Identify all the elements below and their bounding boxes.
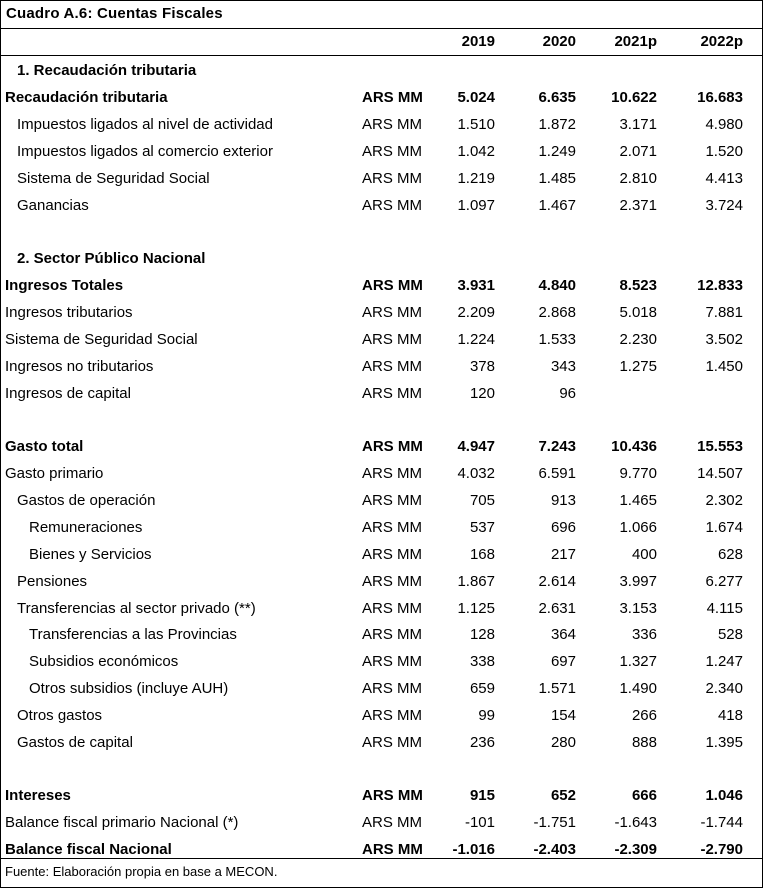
value-cell-2020: 696 [550, 519, 576, 536]
row-unit: ARS MM [362, 519, 422, 536]
table-row [1, 649, 762, 676]
value-cell-2022p: 15.553 [697, 438, 743, 455]
value-cell-2022p: 4.115 [706, 600, 743, 617]
table-row [1, 434, 762, 461]
value-cell-2020: 280 [550, 734, 576, 751]
value-cell-2020: 2.868 [538, 304, 576, 321]
row-label: Gastos de capital [17, 734, 133, 751]
value-cell-2019: 659 [469, 680, 495, 697]
value-cell-2020: -1.751 [533, 814, 576, 831]
row-label: 1. Recaudación tributaria [17, 62, 197, 79]
value-cell-2019: 1.224 [457, 331, 495, 348]
value-cell-2020: 913 [550, 492, 576, 509]
value-cell-2021p: -1.643 [614, 814, 657, 831]
value-cell-2022p: -2.790 [700, 841, 743, 858]
row-label: Transferencias a las Provincias [29, 626, 237, 643]
year-header-2021p: 2021p [614, 33, 657, 50]
value-cell-2020: 4.840 [538, 277, 576, 294]
value-cell-2019: 120 [469, 385, 495, 402]
value-cell-2021p: 2.071 [619, 143, 657, 160]
row-unit: ARS MM [362, 197, 422, 214]
value-cell-2021p: 888 [631, 734, 657, 751]
table-row [1, 461, 762, 488]
table-row [1, 300, 762, 327]
row-unit: ARS MM [362, 680, 422, 697]
value-cell-2019: 915 [469, 787, 495, 804]
value-cell-2022p: 1.520 [705, 143, 743, 160]
value-cell-2019: 1.867 [457, 573, 495, 590]
table-row [1, 837, 762, 864]
value-cell-2019: 5.024 [457, 89, 495, 106]
table-row [1, 810, 762, 837]
footer-divider [1, 858, 762, 859]
year-header-2022p: 2022p [700, 33, 743, 50]
row-unit: ARS MM [362, 492, 422, 509]
value-cell-2022p: 1.674 [705, 519, 743, 536]
row-unit: ARS MM [362, 116, 422, 133]
value-cell-2022p: 4.980 [705, 116, 743, 133]
row-label: Subsidios económicos [29, 653, 179, 670]
value-cell-2022p: 1.046 [705, 787, 743, 804]
row-unit: ARS MM [362, 89, 423, 106]
value-cell-2019: 378 [469, 358, 495, 375]
row-label: Otros subsidios (incluye AUH) [29, 680, 229, 697]
value-cell-2019: 1.219 [457, 170, 495, 187]
value-cell-2021p: 1.327 [619, 653, 657, 670]
row-label: Ingresos Totales [5, 277, 124, 294]
row-label: Remuneraciones [29, 519, 143, 536]
row-label: Gasto total [5, 438, 84, 455]
row-unit: ARS MM [362, 600, 422, 617]
value-cell-2022p: 1.450 [705, 358, 743, 375]
row-label: Otros gastos [17, 707, 103, 724]
row-unit: ARS MM [362, 170, 422, 187]
value-cell-2022p: 528 [717, 626, 743, 643]
value-cell-2022p: 14.507 [697, 465, 743, 482]
value-cell-2019: -101 [464, 814, 495, 831]
value-cell-2019: 236 [469, 734, 495, 751]
table-row [1, 569, 762, 596]
source-note: Fuente: Elaboración propia en base a MECON. [5, 864, 278, 879]
value-cell-2022p: 3.502 [705, 331, 743, 348]
value-cell-2019: 3.931 [457, 277, 495, 294]
value-cell-2020: 1.485 [538, 170, 576, 187]
row-label: Balance fiscal Nacional [5, 841, 172, 858]
value-cell-2021p: 10.622 [611, 89, 657, 106]
table-row [1, 515, 762, 542]
table-row [1, 730, 762, 757]
value-cell-2020: 154 [550, 707, 576, 724]
table-row [1, 273, 762, 300]
value-cell-2021p: 3.153 [619, 600, 657, 617]
row-unit: ARS MM [362, 358, 422, 375]
table-row [1, 622, 762, 649]
value-cell-2022p: 7.881 [705, 304, 743, 321]
table-row [1, 676, 762, 703]
value-cell-2021p: 266 [631, 707, 657, 724]
table-row [1, 596, 762, 623]
value-cell-2020: 2.614 [538, 573, 576, 590]
year-header-2019: 2019 [461, 33, 495, 50]
table-row [1, 166, 762, 193]
value-cell-2019: 2.209 [457, 304, 495, 321]
value-cell-2020: -2.403 [533, 841, 576, 858]
value-cell-2022p: 3.724 [705, 197, 743, 214]
value-cell-2020: 96 [559, 385, 576, 402]
value-cell-2022p: 628 [717, 546, 743, 563]
value-cell-2021p: 1.066 [619, 519, 657, 536]
row-unit: ARS MM [362, 546, 422, 563]
row-unit: ARS MM [362, 465, 422, 482]
row-unit: ARS MM [362, 707, 422, 724]
row-label: Ingresos tributarios [5, 304, 133, 321]
value-cell-2019: 537 [469, 519, 495, 536]
value-cell-2020: 2.631 [538, 600, 576, 617]
value-cell-2021p: 5.018 [619, 304, 657, 321]
row-label: Sistema de Seguridad Social [5, 331, 198, 348]
value-cell-2019: 338 [469, 653, 495, 670]
value-cell-2021p: 3.171 [619, 116, 657, 133]
value-cell-2022p: 418 [717, 707, 743, 724]
value-cell-2021p: 666 [631, 787, 657, 804]
value-cell-2022p: 1.247 [705, 653, 743, 670]
row-unit: ARS MM [362, 385, 422, 402]
table-title: Cuadro A.6: Cuentas Fiscales [6, 5, 223, 22]
value-cell-2020: 217 [550, 546, 576, 563]
row-label: Sistema de Seguridad Social [17, 170, 210, 187]
value-cell-2020: 6.635 [538, 89, 576, 106]
row-unit: ARS MM [362, 304, 422, 321]
table-row [1, 193, 762, 220]
value-cell-2020: 1.249 [538, 143, 576, 160]
value-cell-2021p: 2.371 [619, 197, 657, 214]
row-label: Transferencias al sector privado (**) [17, 600, 256, 617]
value-cell-2019: 1.042 [457, 143, 495, 160]
value-cell-2020: 1.467 [538, 197, 576, 214]
row-label: Gastos de operación [17, 492, 156, 509]
value-cell-2019: 4.032 [457, 465, 495, 482]
table-row [1, 246, 762, 273]
row-label: Recaudación tributaria [5, 89, 168, 106]
value-cell-2020: 364 [550, 626, 576, 643]
value-cell-2019: 1.097 [457, 197, 495, 214]
value-cell-2019: 128 [469, 626, 495, 643]
table-row [1, 85, 762, 112]
value-cell-2021p: 1.465 [619, 492, 657, 509]
row-label: Gasto primario [5, 465, 104, 482]
value-cell-2022p: -1.744 [700, 814, 743, 831]
table-row [1, 703, 762, 730]
table-row [1, 381, 762, 408]
value-cell-2022p: 2.340 [705, 680, 743, 697]
value-cell-2021p: 400 [631, 546, 657, 563]
row-unit: ARS MM [362, 626, 422, 643]
row-unit: ARS MM [362, 277, 423, 294]
row-unit: ARS MM [362, 787, 423, 804]
value-cell-2019: 99 [478, 707, 495, 724]
year-header-2020: 2020 [542, 33, 576, 50]
table-row [1, 58, 762, 85]
row-label: Impuestos ligados al comercio exterior [17, 143, 273, 160]
value-cell-2021p: 8.523 [619, 277, 657, 294]
row-unit: ARS MM [362, 734, 422, 751]
value-cell-2020: 343 [550, 358, 576, 375]
table-row [1, 783, 762, 810]
value-cell-2022p: 2.302 [705, 492, 743, 509]
value-cell-2021p: -2.309 [614, 841, 657, 858]
value-cell-2020: 7.243 [538, 438, 576, 455]
value-cell-2022p: 4.413 [705, 170, 743, 187]
table-row [1, 354, 762, 381]
table-row [1, 139, 762, 166]
value-cell-2020: 697 [550, 653, 576, 670]
table-row [1, 542, 762, 569]
value-cell-2019: 705 [469, 492, 495, 509]
header-divider [1, 55, 762, 56]
value-cell-2019: -1.016 [452, 841, 495, 858]
row-label: 2. Sector Público Nacional [17, 250, 206, 267]
value-cell-2022p: 1.395 [705, 734, 743, 751]
value-cell-2021p: 9.770 [619, 465, 657, 482]
value-cell-2020: 1.533 [538, 331, 576, 348]
row-label: Ganancias [17, 197, 89, 214]
value-cell-2022p: 16.683 [697, 89, 743, 106]
value-cell-2019: 1.125 [457, 600, 495, 617]
value-cell-2019: 168 [469, 546, 495, 563]
value-cell-2019: 1.510 [457, 116, 495, 133]
row-label: Bienes y Servicios [29, 546, 152, 563]
row-label: Ingresos no tributarios [5, 358, 154, 375]
value-cell-2019: 4.947 [457, 438, 495, 455]
row-unit: ARS MM [362, 331, 422, 348]
row-label: Pensiones [17, 573, 88, 590]
value-cell-2021p: 2.230 [619, 331, 657, 348]
value-cell-2020: 652 [550, 787, 576, 804]
row-unit: ARS MM [362, 143, 422, 160]
table-row [1, 327, 762, 354]
value-cell-2020: 6.591 [538, 465, 576, 482]
row-label: Balance fiscal primario Nacional (*) [5, 814, 239, 831]
value-cell-2021p: 1.490 [619, 680, 657, 697]
table-row [1, 488, 762, 515]
row-unit: ARS MM [362, 653, 422, 670]
row-unit: ARS MM [362, 814, 422, 831]
title-divider [1, 28, 762, 29]
row-unit: ARS MM [362, 438, 423, 455]
value-cell-2022p: 12.833 [697, 277, 743, 294]
value-cell-2021p: 3.997 [619, 573, 657, 590]
value-cell-2021p: 2.810 [619, 170, 657, 187]
value-cell-2022p: 6.277 [705, 573, 743, 590]
row-unit: ARS MM [362, 573, 422, 590]
table-row [1, 112, 762, 139]
row-label: Ingresos de capital [5, 385, 131, 402]
row-label: Intereses [5, 787, 71, 804]
value-cell-2021p: 10.436 [611, 438, 657, 455]
value-cell-2020: 1.872 [538, 116, 576, 133]
row-label: Impuestos ligados al nivel de actividad [17, 116, 273, 133]
value-cell-2020: 1.571 [538, 680, 576, 697]
row-unit: ARS MM [362, 841, 423, 858]
value-cell-2021p: 336 [631, 626, 657, 643]
value-cell-2021p: 1.275 [619, 358, 657, 375]
